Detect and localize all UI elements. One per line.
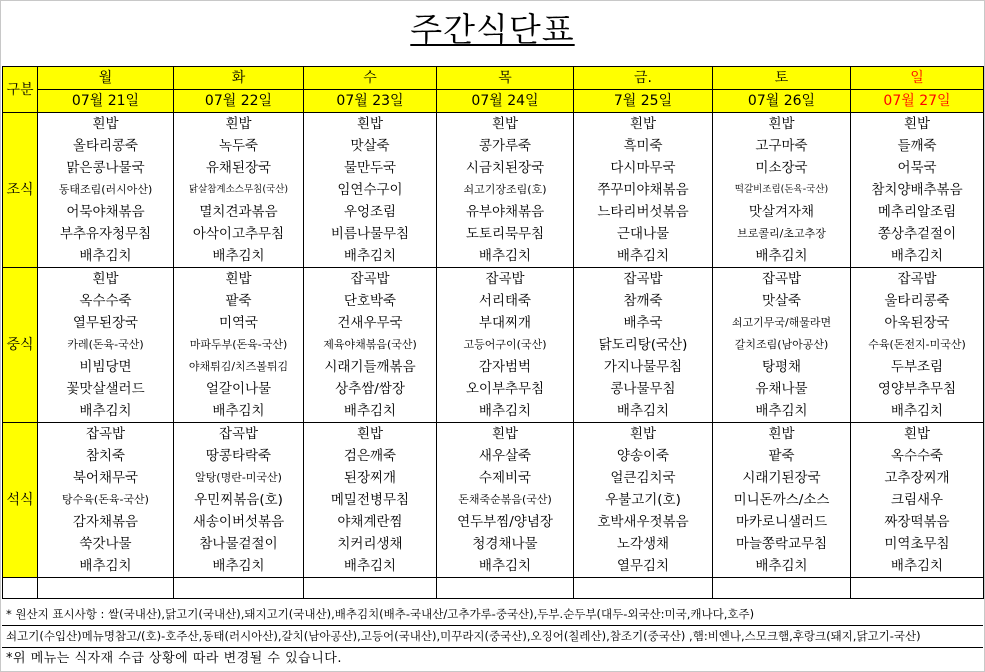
menu-item: 아욱된장국 [851,312,984,334]
category-header: 구분 [3,67,38,113]
menu-item: 고등어구이(국산) [437,334,574,356]
menu-item: 탕수육(돈육-국산) [38,489,174,511]
menu-item: 탕평채 [713,356,851,378]
menu-item: 영양부추무침 [851,378,984,400]
menu-item: 배추김치 [851,245,984,268]
menu-item: 수제비국 [437,467,574,489]
menu-item: 부추유자청무침 [38,223,174,245]
day-header: 목 [437,67,574,90]
menu-row [3,445,984,467]
menu-item: 미니돈까스/소스 [713,489,851,511]
menu-item: 잡곡밥 [174,423,304,446]
menu-item: 서리태죽 [437,290,574,312]
menu-item: 오이부추무침 [437,378,574,400]
menu-item: 쇠고기무국/해물라면 [713,312,851,334]
menu-item: 팥죽 [713,445,851,467]
menu-item: 흰밥 [851,423,984,446]
menu-row [3,511,984,533]
menu-item: 고구마죽 [713,135,851,157]
menu-item: 참깨죽 [574,290,713,312]
menu-item: 배추김치 [437,400,574,423]
menu-row [3,533,984,555]
menu-item: 짜장떡볶음 [851,511,984,533]
blank-cell [3,578,38,599]
menu-item: 꽃맛살샐러드 [38,378,174,400]
menu-item: 어묵국 [851,157,984,179]
menu-item: 멸치견과볶음 [174,201,304,223]
day-header: 월 [38,67,174,90]
menu-item: 야채튀김/치즈볼튀김 [174,356,304,378]
day-header: 수 [304,67,437,90]
menu-item: 우불고기(호) [574,489,713,511]
date-header-row [3,90,984,113]
menu-item: 흰밥 [851,113,984,136]
date-header: 07월 27일 [851,90,984,113]
menu-item: 맛살죽 [713,290,851,312]
menu-item: 배추김치 [174,245,304,268]
menu-row [3,356,984,378]
blank-cell [174,578,304,599]
menu-item: 미소장국 [713,157,851,179]
menu-item: 잡곡밥 [851,268,984,291]
menu-item: 배추김치 [304,400,437,423]
page-title [0,8,985,52]
menu-item: 우엉조림 [304,201,437,223]
menu-item: 도토리묵무침 [437,223,574,245]
menu-item: 흰밥 [304,423,437,446]
menu-item: 팥죽 [174,290,304,312]
menu-row [3,135,984,157]
menu-item: 호박새우젓볶음 [574,511,713,533]
date-header: 07월 22일 [174,90,304,113]
menu-row [3,378,984,400]
menu-item: 참치죽 [38,445,174,467]
menu-item: 배추김치 [713,400,851,423]
menu-item: 야채계란찜 [304,511,437,533]
weekly-menu-table [2,66,984,599]
menu-item: 메추리알조림 [851,201,984,223]
menu-item: 임연수구이 [304,179,437,201]
menu-item: 참나물겉절이 [174,533,304,555]
menu-item: 쭈꾸미야채볶음 [574,179,713,201]
menu-row [3,312,984,334]
menu-item: 마카로니샐러드 [713,511,851,533]
menu-item: 쑥갓나물 [38,533,174,555]
menu-row [3,157,984,179]
menu-item: 맑은콩나물국 [38,157,174,179]
menu-item: 맛살겨자채 [713,201,851,223]
menu-item: 배추김치 [304,555,437,578]
menu-item: 청경채나물 [437,533,574,555]
menu-row [3,290,984,312]
menu-item: 흰밥 [713,423,851,446]
date-header: 07월 21일 [38,90,174,113]
menu-item: 흰밥 [574,113,713,136]
menu-item: 배추김치 [851,400,984,423]
menu-item: 녹두죽 [174,135,304,157]
menu-item: 옥수수죽 [38,290,174,312]
day-header: 일 [851,67,984,90]
menu-row [3,179,984,201]
menu-item: 시래기된장국 [713,467,851,489]
menu-item: 배추김치 [437,555,574,578]
menu-item: 잡곡밥 [713,268,851,291]
menu-item: 단호박죽 [304,290,437,312]
menu-item: 콩가루죽 [437,135,574,157]
menu-row [3,245,984,268]
menu-item: 흰밥 [437,113,574,136]
menu-item: 배추김치 [304,245,437,268]
menu-item: 두부조림 [851,356,984,378]
day-header: 금. [574,67,713,90]
date-header: 07월 24일 [437,90,574,113]
menu-item: 물만두국 [304,157,437,179]
menu-item: 잡곡밥 [437,268,574,291]
menu-item: 옥수수죽 [851,445,984,467]
menu-item: 미역국 [174,312,304,334]
menu-item: 북어채무국 [38,467,174,489]
menu-item: 다시마무국 [574,157,713,179]
menu-item: 비름나물무침 [304,223,437,245]
menu-item: 흑미죽 [574,135,713,157]
menu-item: 우민찌볶음(호) [174,489,304,511]
menu-item: 배추김치 [437,245,574,268]
menu-item: 잡곡밥 [574,268,713,291]
menu-item: 가지나물무침 [574,356,713,378]
menu-item: 배추김치 [38,245,174,268]
menu-item: 브로콜리/초고추장 [713,223,851,245]
menu-item: 검은깨죽 [304,445,437,467]
blank-cell [713,578,851,599]
menu-row [3,555,984,578]
menu-item: 마파두부(돈육-국산) [174,334,304,356]
day-header-row [3,67,984,90]
menu-item: 된장찌개 [304,467,437,489]
meal-label: 중식 [3,268,38,423]
menu-item: 배추김치 [574,245,713,268]
menu-row [3,467,984,489]
menu-item: 얼갈이나물 [174,378,304,400]
day-header: 화 [174,67,304,90]
menu-item: 제육야채볶음(국산) [304,334,437,356]
notes-section [2,604,983,669]
menu-item: 시금치된장국 [437,157,574,179]
menu-row [3,334,984,356]
menu-item: 배추김치 [174,400,304,423]
menu-item: 크림새우 [851,489,984,511]
date-header: 07월 23일 [304,90,437,113]
menu-item: 흰밥 [174,113,304,136]
menu-row [3,201,984,223]
meal-label: 석식 [3,423,38,578]
menu-item: 상추쌈/쌈장 [304,378,437,400]
menu-item: 수육(돈전지-미국산) [851,334,984,356]
menu-item: 배추김치 [851,555,984,578]
menu-item: 흰밥 [38,113,174,136]
menu-item: 유채나물 [713,378,851,400]
menu-row [3,423,984,446]
menu-item: 감자범벅 [437,356,574,378]
menu-item: 연두부찜/양념장 [437,511,574,533]
blank-row [3,578,984,599]
menu-item: 흰밥 [38,268,174,291]
menu-item: 비빔당면 [38,356,174,378]
menu-item: 울타리콩죽 [851,290,984,312]
menu-item: 배추김치 [713,245,851,268]
menu-item: 양송이죽 [574,445,713,467]
menu-item: 아삭이고추무침 [174,223,304,245]
menu-row [3,223,984,245]
menu-item: 카레(돈육-국산) [38,334,174,356]
menu-item: 새우살죽 [437,445,574,467]
menu-row [3,268,984,291]
date-header: 7월 25일 [574,90,713,113]
menu-item: 동태조림(러시아산) [38,179,174,201]
menu-item: 흰밥 [713,113,851,136]
menu-item: 흰밥 [174,268,304,291]
menu-item: 땅콩타락죽 [174,445,304,467]
menu-item: 시래기들깨볶음 [304,356,437,378]
blank-cell [304,578,437,599]
menu-item: 잡곡밥 [304,268,437,291]
menu-item: 고추장찌개 [851,467,984,489]
blank-cell [851,578,984,599]
menu-item: 치커리생채 [304,533,437,555]
menu-item: 맛살죽 [304,135,437,157]
menu-item: 배추김치 [713,555,851,578]
menu-item: 닭살참계소스무침(국산) [174,179,304,201]
menu-item: 열무김치 [574,555,713,578]
menu-row [3,400,984,423]
menu-item: 부대찌개 [437,312,574,334]
menu-item: 열무된장국 [38,312,174,334]
title-text: 주간식단표 [410,10,575,49]
blank-cell [38,578,174,599]
origin-note: * 원산지 표시사항 : 쌀(국내산),닭고기(국내산),돼지고기(국내산),배추김치(배추-국내산/고추가루-중국산),두부.순두부(대두-외국산:미국,캐나다,호주) [2,604,983,626]
menu-item: 노각생채 [574,533,713,555]
menu-item: 미역초무침 [851,533,984,555]
menu-item: 근대나물 [574,223,713,245]
menu-item: 참치양배추볶음 [851,179,984,201]
menu-item: 얼큰김치국 [574,467,713,489]
menu-item: 흰밥 [574,423,713,446]
menu-item: 닭도리탕(국산) [574,334,713,356]
menu-item: 배추국 [574,312,713,334]
blank-cell [437,578,574,599]
menu-item: 배추김치 [574,400,713,423]
origin-note-detail: 쇠고기(수입산)메뉴명참고/(호)-호주산,동태(러시아산),갈치(남아공산),고등어(국내산),미꾸라지(중국산),오징어(칠레산),참조기(중국산) ,햄:비엔나,스모크햄,후랑크(돼지,닭고기-국산) [2,626,983,648]
day-header: 토 [713,67,851,90]
menu-item: 새송이버섯볶음 [174,511,304,533]
menu-item: 들깨죽 [851,135,984,157]
menu-item: 마늘쫑락교무침 [713,533,851,555]
menu-row [3,489,984,511]
menu-item: 쇠고기장조림(호) [437,179,574,201]
menu-item: 떡갈비조림(돈육-국산) [713,179,851,201]
meal-label: 조식 [3,113,38,268]
blank-cell [574,578,713,599]
menu-item: 유채된장국 [174,157,304,179]
menu-item: 흰밥 [437,423,574,446]
menu-row [3,113,984,136]
menu-item: 흰밥 [304,113,437,136]
menu-item: 느타리버섯볶음 [574,201,713,223]
menu-item: 유부야채볶음 [437,201,574,223]
menu-item: 메밀전병무침 [304,489,437,511]
menu-item: 잡곡밥 [38,423,174,446]
menu-item: 쫑상추겉절이 [851,223,984,245]
menu-item: 갈치조림(남아공산) [713,334,851,356]
menu-item: 알탕(명란-미국산) [174,467,304,489]
menu-item: 올타리콩죽 [38,135,174,157]
change-notice: *위 메뉴는 식자재 수급 상황에 따라 변경될 수 있습니다. [6,651,342,666]
menu-item: 배추김치 [38,400,174,423]
menu-item: 어묵야채볶음 [38,201,174,223]
menu-item: 배추김치 [38,555,174,578]
menu-item: 돈채죽순볶음(국산) [437,489,574,511]
menu-item: 배추김치 [174,555,304,578]
menu-item: 콩나물무침 [574,378,713,400]
menu-item: 건새우무국 [304,312,437,334]
menu-item: 감자채볶음 [38,511,174,533]
date-header: 07월 26일 [713,90,851,113]
